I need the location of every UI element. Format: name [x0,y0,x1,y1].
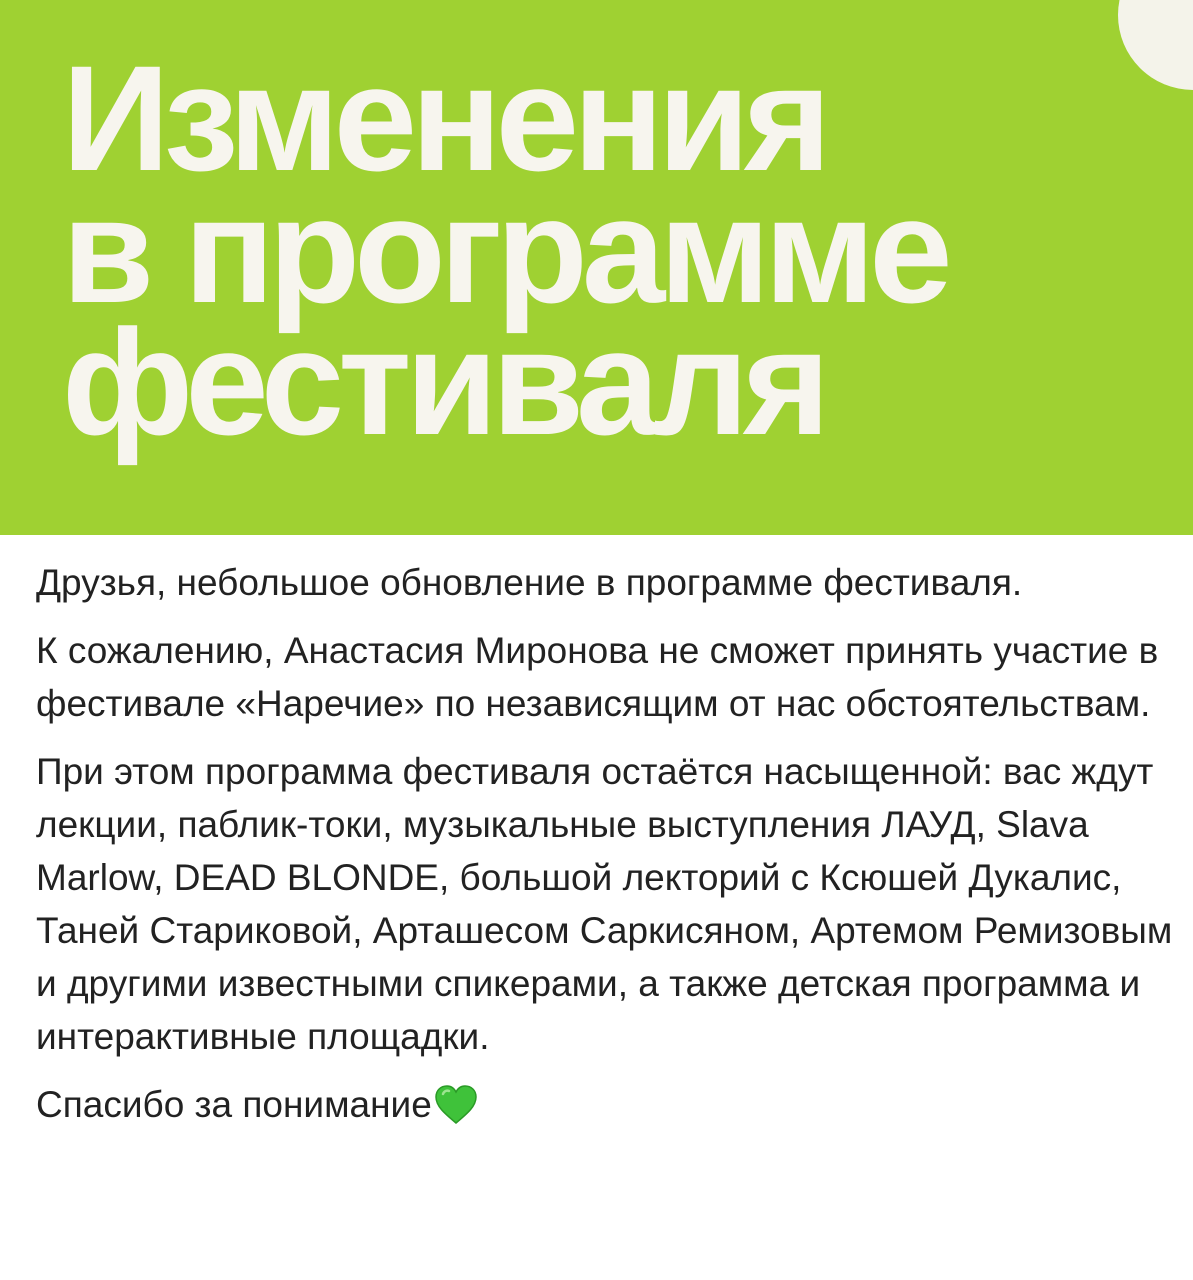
message-paragraph-cancellation: К сожалению, Анастасия Миронова не сможет принять участие в фестивале «Наречие» по независящим от нас обстоятельствам. [36,630,1159,724]
banner-title [62,34,947,466]
green-heart-icon [434,1085,478,1125]
banner-title-line-2: в программе [62,166,947,334]
decorative-circle [1118,0,1193,90]
banner-title-line-3: фестиваля [62,298,825,466]
message-closing-text: Спасибо за понимание [36,1084,432,1125]
message-paragraph-intro: Друзья, небольшое обновление в программе фестиваля. [36,562,1023,603]
banner-title-line-1: Изменения [62,34,826,202]
festival-banner [0,0,1193,535]
message-paragraph-program: При этом программа фестиваля остаётся насыщенной: вас ждут лекции, паблик-токи, музыкальные выступления ЛАУД, Slava Marlow, DEAD BLONDE, большой лекторий с Ксюшей Дукалис, Таней Стариковой, Арташесом Саркисяном, Артемом Ремизовым и другими известными спикерами, а также детская программа и интерактивные площадки. [36,751,1173,1057]
message-closing-line [36,1078,1176,1131]
post-message [36,556,1176,1146]
